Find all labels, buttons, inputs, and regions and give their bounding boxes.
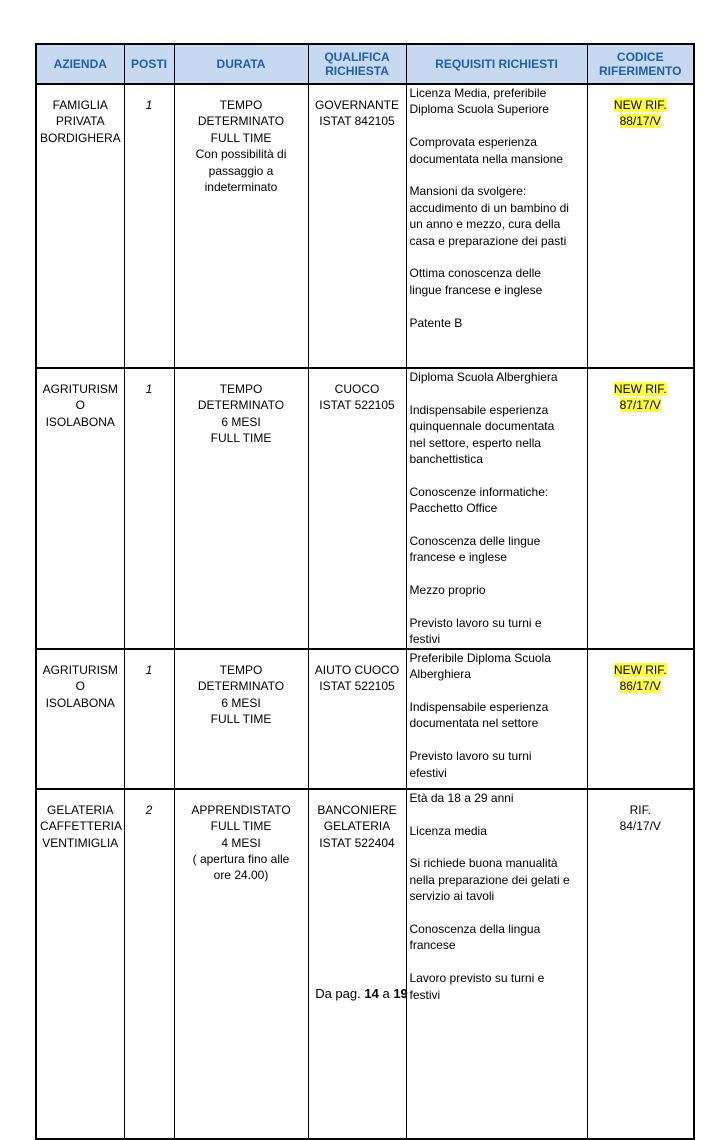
cell-codice <box>587 649 694 789</box>
durata-line: TEMPO <box>219 98 263 112</box>
cell-posti: 2 <box>124 789 174 1139</box>
cell-qualifica <box>308 368 406 649</box>
requisiti-line: nella preparazione dei gelati e <box>409 872 570 887</box>
requisiti-line: Indispensabile esperienza <box>409 402 549 417</box>
cell-posti: 1 <box>124 84 174 368</box>
requisiti-spacer <box>410 839 584 855</box>
requisiti-line: Mezzo proprio <box>409 583 486 598</box>
requisiti-line: Si richiede buona manualità <box>409 856 558 871</box>
cell-codice <box>587 84 694 368</box>
durata-line: DETERMINATO <box>197 679 285 694</box>
requisiti-line: Diploma Scuola Superiore <box>409 102 549 117</box>
requisiti-spacer <box>410 298 584 314</box>
qualifica-line: CUOCO <box>334 382 380 396</box>
cell-requisiti <box>406 789 587 1139</box>
table-header-row <box>36 44 694 84</box>
cell-qualifica <box>308 84 406 368</box>
requisiti-line: Pacchetto Office <box>409 501 498 516</box>
cell-posti: 1 <box>124 649 174 789</box>
codice-line <box>591 818 691 834</box>
codice-text: RIF. <box>629 802 651 817</box>
requisiti-line: Comprovata esperienza <box>409 135 537 150</box>
requisiti-spacer <box>410 467 584 483</box>
header-codice-line-1: CODICE <box>616 50 664 64</box>
header-codice-line-2: RIFERIMENTO <box>599 64 682 78</box>
requisiti-line: accudimento di un bambino di <box>409 200 569 215</box>
requisiti-line: Conoscenza delle lingue <box>409 534 541 549</box>
codice-text: 88/17/V <box>619 114 661 129</box>
azienda-line: BORDIGHERA <box>40 130 121 145</box>
requisiti-line: Licenza Media, preferibile <box>409 86 547 100</box>
footer-middle: a <box>382 986 390 1001</box>
durata-line: FULL TIME <box>210 130 272 145</box>
codice-line <box>591 97 691 113</box>
requisiti-spacer <box>410 806 584 822</box>
requisiti-line: Licenza media <box>409 823 487 838</box>
requisiti-line: festivi <box>409 632 441 647</box>
header-qualifica-line-1: QUALIFICA <box>324 50 390 64</box>
durata-line: indeterminato <box>204 180 278 195</box>
requisiti-line: Indispensabile esperienza <box>409 700 549 715</box>
azienda-line: AGRITURISM <box>42 382 118 396</box>
requisiti-line: Conoscenza della lingua <box>409 922 541 937</box>
durata-line: FULL TIME <box>210 819 272 834</box>
codice-text: 86/17/V <box>619 679 661 694</box>
durata-line: TEMPO <box>219 382 263 396</box>
azienda-line: CAFFETTERIA <box>40 819 123 834</box>
durata-line: 6 MESI <box>221 414 261 429</box>
azienda-line: O <box>75 398 85 413</box>
codice-text: 84/17/V <box>619 819 661 834</box>
codice-line <box>591 113 691 129</box>
requisiti-line: Patente B <box>409 315 463 330</box>
header-azienda: AZIENDA <box>36 44 124 84</box>
requisiti-line: un anno e mezzo, cura della <box>409 217 561 232</box>
header-qualifica-line-2: RICHIESTA <box>325 64 389 78</box>
cell-azienda <box>36 789 124 1139</box>
cell-durata <box>174 84 308 368</box>
requisiti-line: banchettistica <box>409 452 483 467</box>
qualifica-line: ISTAT 522404 <box>319 835 395 850</box>
requisiti-line: quinquennale documentata <box>409 419 555 434</box>
requisiti-line: documentata nella mansione <box>409 151 563 166</box>
cell-durata <box>174 789 308 1139</box>
codice-text: 87/17/V <box>619 398 661 413</box>
qualifica-line: ISTAT 522105 <box>319 679 395 694</box>
requisiti-line: Età da 18 a 29 anni <box>409 790 514 805</box>
cell-requisiti <box>406 649 587 789</box>
table-row <box>36 789 694 1139</box>
requisiti-spacer <box>410 566 584 582</box>
codice-line <box>591 678 691 694</box>
requisiti-line: festivi <box>409 987 441 1002</box>
cell-codice <box>587 368 694 649</box>
durata-line: ( apertura fino alle <box>192 852 290 867</box>
azienda-line: ISOLABONA <box>45 695 115 710</box>
cell-azienda <box>36 84 124 368</box>
cell-qualifica <box>308 789 406 1139</box>
durata-line: DETERMINATO <box>197 114 285 129</box>
cell-durata <box>174 649 308 789</box>
requisiti-line: casa e preparazione dei pasti <box>409 233 567 248</box>
requisiti-line: Preferibile Diploma Scuola <box>409 650 551 665</box>
table-row <box>36 368 694 649</box>
requisiti-line: Conoscenze informatiche: <box>409 484 549 499</box>
durata-line: DETERMINATO <box>197 398 285 413</box>
durata-line: 6 MESI <box>221 695 261 710</box>
codice-text: NEW RIF. <box>613 662 667 677</box>
durata-line: APPRENDISTATO <box>191 802 291 817</box>
requisiti-line: Previsto lavoro su turni e <box>409 616 542 631</box>
qualifica-line: ISTAT 522105 <box>319 398 395 413</box>
requisiti-spacer <box>410 905 584 921</box>
cell-durata <box>174 368 308 649</box>
durata-line: 4 MESI <box>221 835 261 850</box>
requisiti-line: francese e inglese <box>409 550 507 565</box>
header-durata: DURATA <box>174 44 308 84</box>
requisiti-line: Lavoro previsto su turni e <box>409 971 545 986</box>
requisiti-spacer <box>410 517 584 533</box>
codice-line <box>591 381 691 397</box>
qualifica-line: AIUTO CUOCO <box>314 662 400 677</box>
azienda-line: PRIVATA <box>55 114 105 129</box>
codice-text: NEW RIF. <box>613 98 667 112</box>
requisiti-spacer <box>410 599 584 615</box>
durata-line: Con possibilità di <box>195 147 287 162</box>
job-offers-table <box>35 43 695 1140</box>
qualifica-line: GOVERNANTE <box>314 98 399 112</box>
requisiti-line: servizio ai tavoli <box>409 889 495 904</box>
azienda-line: GELATERIA <box>47 802 114 817</box>
azienda-line: AGRITURISM <box>42 662 118 677</box>
cell-azienda <box>36 649 124 789</box>
requisiti-line: Diploma Scuola Alberghiera <box>409 370 558 384</box>
cell-requisiti <box>406 84 587 368</box>
azienda-line: ISOLABONA <box>45 414 115 429</box>
header-qualifica <box>308 44 406 84</box>
azienda-line: FAMIGLIA <box>52 98 108 112</box>
azienda-line: O <box>75 679 85 694</box>
codice-line <box>591 802 691 818</box>
header-codice <box>587 44 694 84</box>
cell-requisiti <box>406 368 587 649</box>
requisiti-line: nel settore, esperto nella <box>409 435 541 450</box>
durata-line: TEMPO <box>219 662 263 677</box>
durata-line: FULL TIME <box>210 431 272 446</box>
cell-qualifica <box>308 649 406 789</box>
qualifica-line: ISTAT 842105 <box>319 114 395 129</box>
requisiti-line: documentata nel settore <box>409 716 539 731</box>
requisiti-spacer <box>410 118 584 134</box>
page-range-footer <box>0 986 723 1001</box>
requisiti-line: efestivi <box>409 765 447 780</box>
requisiti-spacer <box>410 249 584 265</box>
durata-line: FULL TIME <box>210 712 272 727</box>
codice-line <box>591 662 691 678</box>
durata-line: passaggio a <box>208 163 274 178</box>
codice-line <box>591 397 691 413</box>
requisiti-spacer <box>410 732 584 748</box>
header-requisiti: REQUISITI RICHIESTI <box>406 44 587 84</box>
table-row <box>36 649 694 789</box>
table-row <box>36 84 694 368</box>
requisiti-line: francese <box>409 938 456 953</box>
azienda-line: VENTIMIGLIA <box>42 835 119 850</box>
requisiti-line: Previsto lavoro su turni <box>409 749 532 764</box>
cell-posti: 1 <box>124 368 174 649</box>
cell-azienda <box>36 368 124 649</box>
requisiti-line: Ottima conoscenza delle <box>409 266 541 281</box>
qualifica-line: GELATERIA <box>323 819 391 834</box>
requisiti-line: lingue francese e inglese <box>409 282 543 297</box>
footer-to-page: 19 <box>393 986 408 1001</box>
requisiti-spacer <box>410 385 584 401</box>
cell-codice <box>587 789 694 1139</box>
durata-line: ore 24.00) <box>213 868 269 883</box>
footer-prefix: Da pag. <box>315 986 361 1001</box>
requisiti-spacer <box>410 954 584 970</box>
qualifica-line: BANCONIERE <box>317 802 397 817</box>
requisiti-line: Mansioni da svolgere: <box>409 184 527 199</box>
requisiti-spacer <box>410 167 584 183</box>
requisiti-line: Alberghiera <box>409 667 471 682</box>
header-posti: POSTI <box>124 44 174 84</box>
requisiti-spacer <box>410 683 584 699</box>
codice-text: NEW RIF. <box>613 382 667 396</box>
footer-from-page: 14 <box>364 986 379 1001</box>
